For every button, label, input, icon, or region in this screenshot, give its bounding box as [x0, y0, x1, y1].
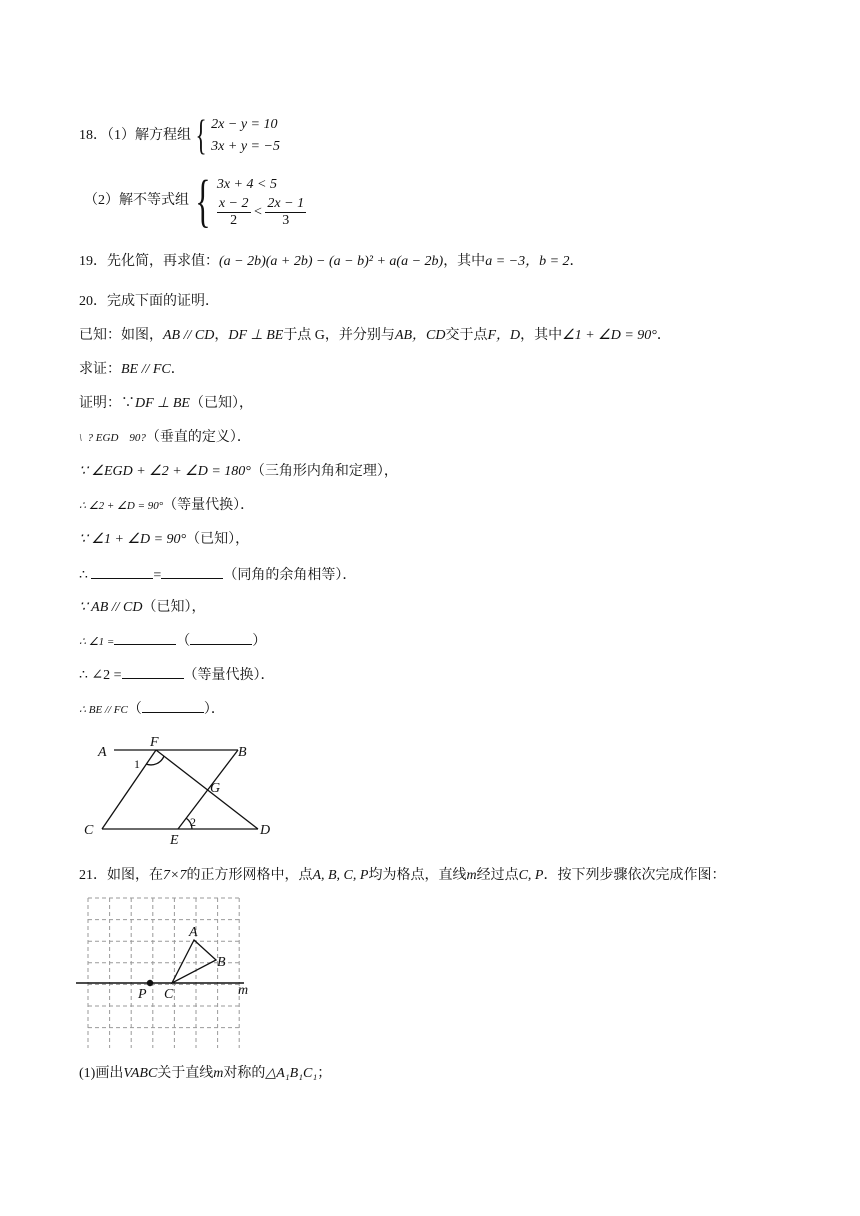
step-4-math: ∴ ∠2 + ∠D = 90° [79, 500, 164, 512]
fraction-right [265, 196, 306, 229]
inequality-system [217, 174, 306, 229]
label-angle-2: 2 [190, 815, 196, 829]
q19-values: a = −3，b = 2 [485, 254, 570, 269]
brace-icon: { [195, 113, 207, 159]
segment-fc [102, 750, 156, 829]
q19 [79, 252, 584, 272]
label-p: P [138, 987, 147, 1002]
fraction-right-numerator: 2x − 1 [267, 195, 305, 211]
step-5-math: ∵ ∠1 + ∠D = 90° [79, 532, 187, 547]
sub1-end: ； [317, 1066, 332, 1081]
label-g: G [210, 781, 221, 796]
grid-figure [76, 896, 266, 1048]
step-3-reason: （三角形内角和定理）， [250, 464, 398, 479]
proof-step-8 [79, 630, 266, 652]
step-2-reason: （垂直的定义）． [145, 430, 251, 445]
blank-input[interactable] [114, 630, 176, 645]
q21-points: A, B, C, P [312, 868, 369, 883]
equation-1: 2x − y = 10 [211, 117, 278, 132]
step-6-equals: = [153, 568, 162, 583]
fraction-left-denominator: 2 [230, 212, 238, 228]
step-5-reason: （已知）， [186, 532, 250, 547]
blank-input[interactable] [142, 698, 204, 713]
sub1-text-a: (1)画出 [79, 1066, 124, 1081]
step-1-lead: 证明：∵ [79, 396, 135, 411]
blank-input[interactable] [161, 564, 223, 579]
q21-through: C, P [518, 868, 544, 883]
step-1-reason: （已知）， [189, 396, 253, 411]
q19-lead: 19．先化简，再求值： [79, 254, 219, 269]
sub1-text-e: 对称的 [223, 1066, 266, 1081]
q20-title: 20．完成下面的证明． [79, 294, 219, 309]
label-a: A [98, 745, 107, 760]
proof-step-6 [79, 564, 356, 586]
step-8-close: ） [252, 634, 267, 649]
q21-line: m [466, 868, 477, 883]
q21-text-b: 的正方形网格中，点 [186, 868, 313, 883]
label-b: B [217, 955, 226, 970]
given-lines: AB，CD [394, 328, 446, 343]
given-text-2: 于点 G，并分别与 [283, 328, 395, 343]
label-f: F [150, 735, 159, 750]
proof-step-4 [79, 496, 254, 516]
q21-grid-size: 7×7 [163, 868, 187, 883]
less-than-sign: < [254, 204, 262, 220]
segment-be [178, 750, 238, 829]
brace-icon: { [195, 168, 211, 233]
prove-label: 求证： [79, 362, 121, 377]
given-angle-sum: ∠1 + ∠D = 90° [562, 328, 657, 343]
q18-part2-label: （2）解不等式组 [84, 193, 189, 209]
q18-part2 [84, 168, 306, 233]
step-6-lead: ∴ [79, 568, 88, 583]
proof-step-2 [79, 428, 251, 448]
segment-fd [156, 750, 258, 829]
label-e: E [170, 833, 179, 848]
given-text-3: 交于点 [445, 328, 488, 343]
given-end: ． [656, 328, 671, 343]
given-points: F，D [487, 328, 521, 343]
step-7-reason: （已知）， [142, 600, 206, 615]
q21-text-d: 经过点 [476, 868, 519, 883]
q18-part1-label: 18．（1）解方程组 [79, 128, 191, 144]
step-8-open: （ [176, 634, 191, 649]
proof-step-1 [79, 394, 253, 414]
fraction-right-denominator: 3 [282, 212, 290, 228]
step-3-math: ∵ ∠EGD + ∠2 + ∠D = 180° [79, 464, 251, 479]
sub1-text-c: 关于直线 [157, 1066, 214, 1081]
dashed-grid [88, 898, 239, 1048]
step-9-reason: （等量代换）． [183, 668, 275, 683]
inequality-2 [217, 196, 306, 229]
blank-input[interactable] [91, 564, 153, 579]
blank-input[interactable] [122, 664, 184, 679]
given-text-4: ，其中 [520, 328, 563, 343]
fraction-left [217, 196, 251, 229]
point-p [147, 980, 153, 986]
given-sep: ， [214, 328, 229, 343]
step-2-math: \ ? EGD 90? [79, 432, 146, 444]
label-a: A [189, 925, 198, 940]
q21-text-c: 均为格点，直线 [368, 868, 467, 883]
label-c: C [164, 987, 174, 1002]
step-10-math: ∴ BE // FC [79, 704, 128, 716]
q20-given [79, 326, 671, 346]
sub1-line: m [213, 1066, 224, 1081]
step-1-math: DF ⊥ BE [135, 396, 190, 411]
inequality-1: 3x + 4 < 5 [216, 176, 277, 192]
q18-part1 [79, 114, 280, 158]
q21-sub1 [79, 1064, 331, 1084]
label-angle-1: 1 [134, 757, 140, 771]
given-text: 已知：如图， [79, 328, 163, 343]
prove-statement: BE // FC [121, 362, 171, 377]
q19-expression: (a − 2b)(a + 2b) − (a − b)² + a(a − 2b) [219, 254, 444, 269]
sub1-target-triangle: △A₁B₁C₁ [265, 1066, 318, 1081]
q21-text [79, 866, 725, 886]
equation-2: 3x + y = −5 [211, 139, 280, 154]
given-perp: DF ⊥ BE [228, 328, 284, 343]
q21-text-e: ．按下列步骤依次完成作图： [543, 868, 726, 883]
sub1-triangle: VABC [123, 1066, 158, 1081]
triangle-abc [172, 940, 216, 983]
q19-end: ． [569, 254, 584, 269]
step-4-reason: （等量代换）． [163, 498, 255, 513]
geometry-figure [80, 732, 280, 848]
given-parallel: AB // CD [163, 328, 215, 343]
q19-mid: ，其中 [443, 254, 486, 269]
blank-input[interactable] [190, 630, 252, 645]
step-6-reason: （同角的余角相等）． [223, 568, 357, 583]
label-d: D [260, 823, 271, 838]
step-9-math: ∴ ∠2 = [79, 668, 122, 683]
proof-step-3 [79, 462, 398, 482]
q21-text-a: 21．如图，在 [79, 868, 163, 883]
label-b: B [238, 745, 247, 760]
label-c: C [84, 823, 94, 838]
label-m: m [238, 983, 249, 998]
prove-end: ． [170, 362, 185, 377]
q20-prove [79, 360, 185, 380]
step-10-close: ）． [203, 702, 225, 717]
proof-step-9 [79, 664, 275, 686]
proof-step-10 [79, 698, 225, 720]
equation-system [211, 114, 280, 158]
proof-step-5 [79, 530, 249, 550]
proof-step-7 [79, 598, 206, 618]
fraction-left-numerator: x − 2 [218, 195, 249, 211]
step-10-open: （ [127, 702, 142, 717]
step-8-math: ∴ ∠1 = [79, 636, 115, 648]
step-7-math: ∵ AB // CD [79, 600, 143, 615]
